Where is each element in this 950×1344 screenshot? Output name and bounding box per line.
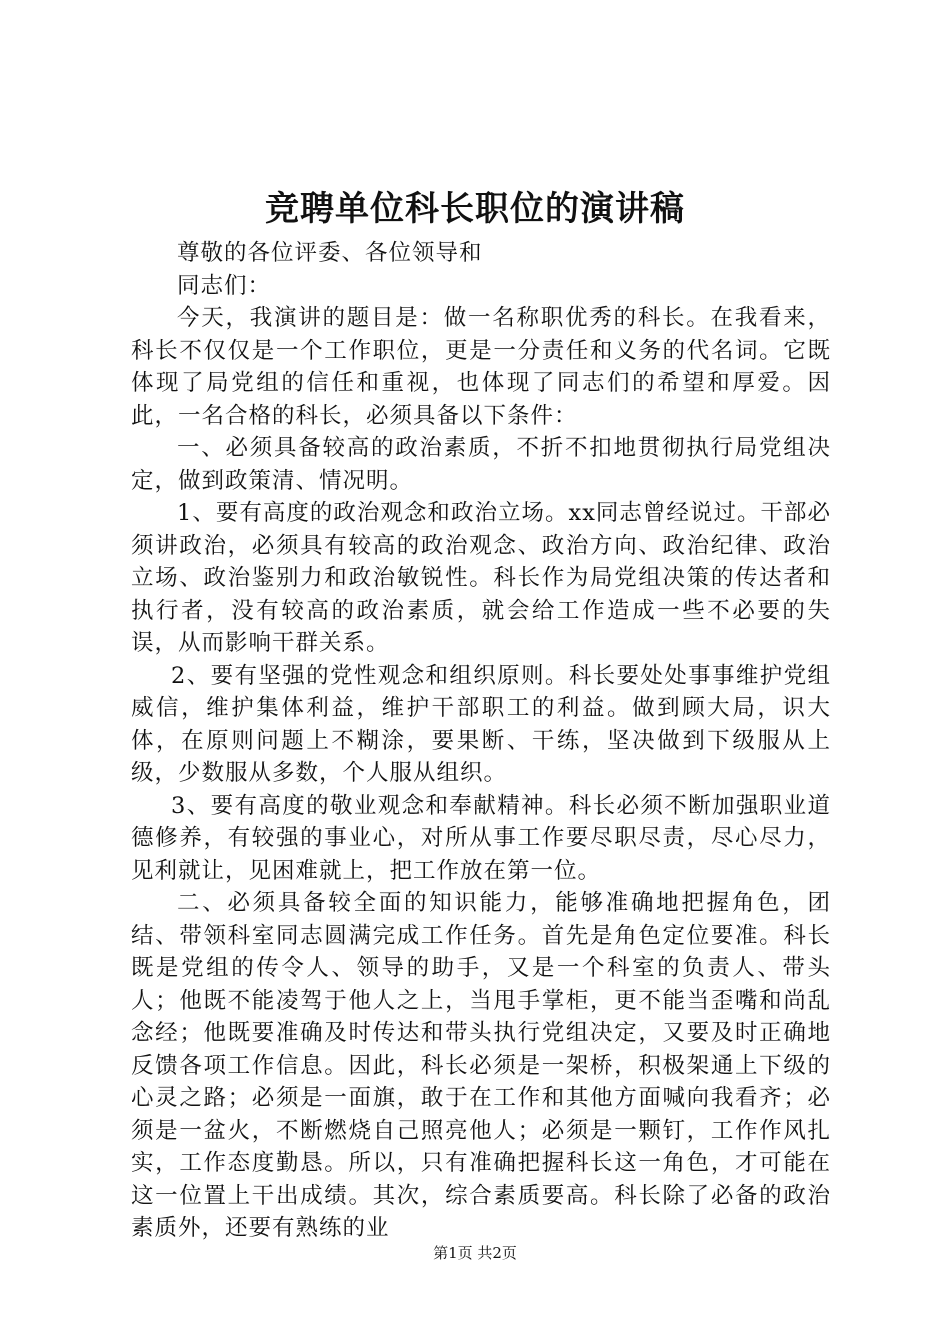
document-body xyxy=(131,237,831,1245)
paragraph-point-2: 2、要有坚强的党性观念和组织原则。科长要处处事事维护党组威信，维护集体利益，维护干部职工的利益。做到顾大局，识大体，在原则问题上不糊涂，要果断、干练，坚决做到下级服从上级，少数服从多数，个人服从组织。 xyxy=(131,662,831,786)
greeting-line-2: 同志们： xyxy=(177,272,272,299)
paragraph-point-3: 3、要有高度的敬业观念和奉献精神。科长必须不断加强职业道德修养，有较强的事业心，对所从事工作要尽职尽责，尽心尽力，见利就让，见困难就上，把工作放在第一位。 xyxy=(131,792,831,884)
paragraph-point-1: 1、要有高度的政治观念和政治立场。xx同志曾经说过。干部必须讲政治，必须具有较高的政治观念、政治方向、政治纪律、政治立场、政治鉴别力和政治敏锐性。科长作为局党组决策的传达者和执行者，没有较高的政治素质，就会给工作造成一些不必要的失误，从而影响干群关系。 xyxy=(131,500,831,656)
document-title: 竞聘单位科长职位的演讲稿 xyxy=(265,189,685,229)
paragraph-intro: 今天，我演讲的题目是：做一名称职优秀的科长。在我看来，科长不仅仅是一个工作职位，更是一分责任和义务的代名词。它既体现了局党组的信任和重视，也体现了同志们的希望和厚爱。因此，一名合格的科长，必须具备以下条件： xyxy=(131,305,831,429)
paragraph-section-1: 一、必须具备较高的政治素质，不折不扣地贯彻执行局党组决定，做到政策清、情况明。 xyxy=(131,435,831,494)
greeting-line-1: 尊敬的各位评委、各位领导和 xyxy=(177,240,483,266)
paragraph-section-2: 二、必须具备较全面的知识能力，能够准确地把握角色，团结、带领科室同志圆满完成工作任务。首先是角色定位要准。科长既是党组的传令人、领导的助手，又是一个科室的负责人、带头人；他既不能凌驾于他人之上，当甩手掌柜，更不能当歪嘴和尚乱念经；他既要准确及时传达和带头执行党组决定，又要及时正确地反馈各项工作信息。因此，科长必须是一架桥，积极架通上下级的心灵之路；必须是一面旗，敢于在工作和其他方面喊向我看齐；必须是一盆火，不断燃烧自己照亮他人；必须是一颗钉，工作作风扎实，工作态度勤恳。所以，只有准确把握科长这一角色，才可能在这一位置上干出成绩。其次，综合素质要高。科长除了必备的政治素质外，还要有熟练的业 xyxy=(131,890,831,1241)
page-footer: 第1页 共2页 xyxy=(433,1244,517,1262)
